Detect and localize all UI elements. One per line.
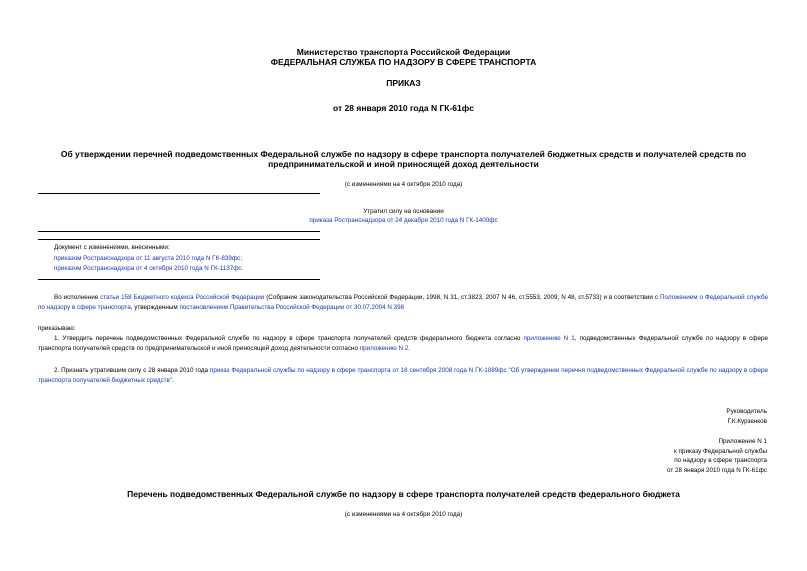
signature-block (726, 407, 767, 426)
ministry-name: Министерство транспорта Российской Федерации (296, 47, 511, 57)
budget-code-link[interactable]: статьи 158 Бюджетного кодекса Российской Федерации (100, 294, 265, 301)
appendix-2-link[interactable]: приложению N 2 (359, 345, 409, 352)
repeal-link[interactable]: приказа Ространснадзора от 24 декабря 2010 года N ГК-1400фс (309, 217, 498, 224)
list-title: Перечень подведомственных Федеральной службе по надзору в сфере транспорта получателей средств федерального бюджета (127, 489, 680, 499)
doc-date-number: от 28 января 2010 года N ГК-61фс (333, 103, 474, 113)
appendix-line-3: по надзору в сфере транспорта (674, 457, 767, 464)
appendix-line-1: Приложение N 1 (718, 438, 767, 445)
change-link-2[interactable]: приказом Ространснадзора от 4 октября 2010 года N ГК-1137фс. (54, 265, 244, 272)
signature-position: Руководитель (726, 408, 767, 415)
changes-label: Документ с изменениями, внесенными: (54, 244, 170, 251)
divider (38, 193, 320, 194)
service-name: ФЕДЕРАЛЬНАЯ СЛУЖБА ПО НАДЗОРУ В СФЕРЕ ТРАНСПОРТА (270, 57, 537, 67)
doc-type: ПРИКАЗ (386, 78, 421, 88)
regulation-link[interactable]: Положением о Федеральной службе по надзору в сфере транспорта (38, 294, 768, 311)
signature-name: Г.К.Курзенков (727, 417, 767, 425)
divider (38, 231, 320, 232)
appendix-block (667, 437, 767, 475)
amended-note: (с изменениями на 4 октября 2010 года) (344, 181, 463, 188)
doc-title-line2: предпринимательской и иной приносящей доход деятельности (268, 159, 539, 169)
change-link-1[interactable]: приказом Ространснадзора от 11 августа 2010 года N ГК-839фс; (54, 255, 242, 262)
government-decree-link[interactable]: постановлением Правительства Российской Федерации от 30.07.2004 N 398 (179, 304, 405, 311)
list-amended-note: (с изменениями на 4 октября 2010 года) (344, 511, 463, 518)
appendix-line-4: от 28 января 2010 года N ГК-61фс (666, 466, 767, 474)
doc-title-line1: Об утверждении перечней подведомственных Федеральной службе по надзору в сфере транспорта получателей бюджетных средств и получателей средств по (60, 149, 747, 159)
order-word: приказываю: (38, 325, 76, 332)
repealed-order-link[interactable]: приказ Федеральной службы по надзору в сфере транспорта от 18 сентября 2008 года N ГК-1089фс "Об утверждении перечня подведомственных Федеральной службе по надзору в сфере транспорта получателей бюджетных средств" (38, 367, 768, 384)
item-2-paragraph: 2. Признать утратившим силу с 28 января 2010 года приказ Федеральной службы по надзору в сфере транспорта от 18 сентября 2008 года N ГК-1089фс "Об утверждении перечня подведомственных Федеральной службе по надзору в сфере транспорта получателей бюджетных средств". (38, 367, 768, 384)
preamble-paragraph: Во исполнение статьи 158 Бюджетного кодекса Российской Федерации (Собрание законодательства Российской Федерации, 1998, N 31, ст.3823, 2007 N 46, ст.5553, 2009, N 48, ст.5733) и в соответствии с Положением о Федеральной службе по надзору в сфере транспорта, утвержденным постановлением Правительства Российской Федерации от 30.07.2004 N 398 (38, 294, 768, 311)
item-1-paragraph: 1. Утвердить перечень подведомственных Федеральной службе по надзору в сфере транспорта получателей средств федерального бюджета согласно приложению N 1, подведомственных Федеральной службе по надзору в сфере транспорта получателей средств по предпринимательской и иной приносящей доход деятельности согласно приложению N 2. (38, 335, 768, 352)
divider (38, 239, 320, 240)
divider (38, 279, 320, 280)
appendix-1-link[interactable]: приложению N 1 (523, 335, 575, 342)
appendix-line-2: к приказу Федеральной службы (674, 447, 767, 455)
repeal-text: Утратил силу на основании (363, 208, 444, 215)
